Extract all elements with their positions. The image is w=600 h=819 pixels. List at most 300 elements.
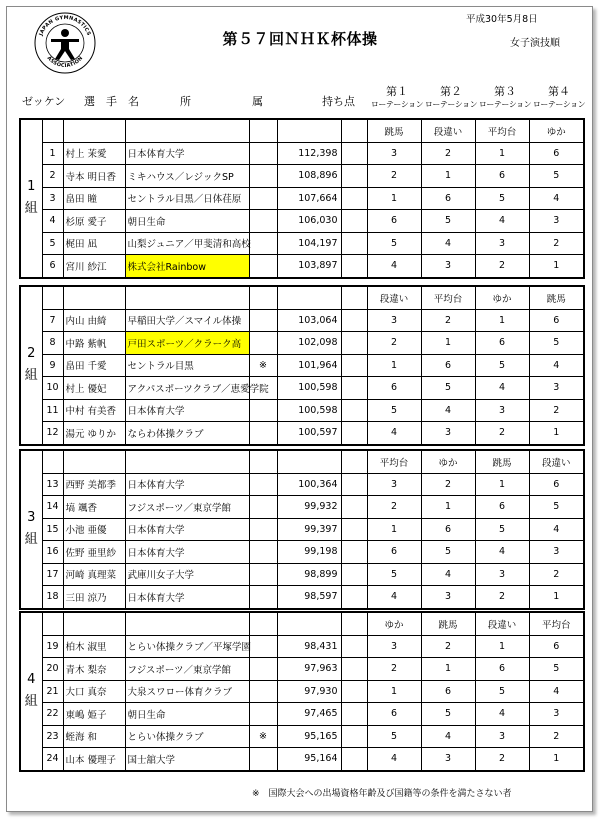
blank-cell — [341, 450, 367, 473]
eligibility-mark: ※ — [249, 354, 277, 377]
bib-number: 17 — [42, 563, 63, 586]
group-suffix: 組 — [24, 201, 38, 217]
carry-score: 98,597 — [277, 586, 341, 609]
col-zekken: ゼッケン — [22, 95, 66, 108]
blank-cell — [341, 255, 367, 278]
apparatus-label: 段違い — [421, 119, 475, 142]
blank-cell — [341, 187, 367, 210]
carry-score: 99,932 — [277, 496, 341, 519]
rotation-order: 2 — [421, 635, 475, 658]
apparatus-label: ゆか — [475, 286, 529, 309]
athlete-affiliation: 大泉スワロー体育クラブ — [125, 680, 249, 703]
group-suffix: 組 — [24, 368, 38, 384]
rotation-2-header: 第２ ローテーション — [424, 85, 478, 109]
col-affiliation-1: 所 — [180, 95, 191, 108]
rotation-order: 2 — [367, 165, 421, 188]
athlete-name: 東嶋 姫子 — [63, 703, 125, 726]
rotation-order: 1 — [421, 165, 475, 188]
rotation-order: 3 — [529, 210, 584, 233]
rotation-order: 6 — [529, 309, 584, 332]
athlete-affiliation: 株式会社Rainbow — [125, 255, 249, 278]
athlete-name: 畠田 瞳 — [63, 187, 125, 210]
apparatus-label: 段違い — [475, 612, 529, 635]
athlete-name: 梶田 凪 — [63, 232, 125, 255]
rotation-order: 4 — [475, 541, 529, 564]
athlete-name: 大口 真奈 — [63, 680, 125, 703]
rotation-order: 6 — [421, 680, 475, 703]
athlete-name: 村上 茉愛 — [63, 142, 125, 165]
blank-cell — [341, 309, 367, 332]
blank-cell — [341, 354, 367, 377]
apparatus-label: 平均台 — [529, 612, 584, 635]
athlete-name: 宮川 紗江 — [63, 255, 125, 278]
eligibility-mark — [249, 309, 277, 332]
carry-score: 100,598 — [277, 377, 341, 400]
athlete-name: 河崎 真理菜 — [63, 563, 125, 586]
rotation-order: 4 — [529, 680, 584, 703]
rotation-order: 4 — [475, 377, 529, 400]
rotation-order: 4 — [421, 563, 475, 586]
rotation-order: 4 — [421, 725, 475, 748]
blank-cell — [341, 748, 367, 771]
blank-cell — [341, 119, 367, 142]
bib-number: 5 — [42, 232, 63, 255]
athlete-row — [20, 187, 584, 210]
rotation-order: 2 — [367, 332, 421, 355]
rotation-order: 6 — [367, 210, 421, 233]
eligibility-mark — [249, 635, 277, 658]
rotation-order: 1 — [367, 518, 421, 541]
blank-cell — [63, 450, 125, 473]
athlete-name: 寺本 明日香 — [63, 165, 125, 188]
group-number: 4 — [27, 672, 36, 688]
blank-cell — [249, 286, 277, 309]
athlete-row — [20, 725, 584, 748]
eligibility-mark — [249, 748, 277, 771]
rotation-order: 6 — [421, 354, 475, 377]
group-number: 3 — [27, 510, 36, 526]
bib-number: 18 — [42, 586, 63, 609]
rotation-order: 3 — [421, 255, 475, 278]
apparatus-label: 段違い — [367, 286, 421, 309]
blank-cell — [341, 518, 367, 541]
eligibility-mark — [249, 518, 277, 541]
athlete-affiliation: 日本体育大学 — [125, 518, 249, 541]
bib-number: 19 — [42, 635, 63, 658]
rotation-order: 1 — [529, 422, 584, 445]
group-label — [20, 286, 42, 445]
apparatus-label: ゆか — [529, 119, 584, 142]
eligibility-mark — [249, 255, 277, 278]
carry-score: 98,431 — [277, 635, 341, 658]
athlete-affiliation: 朝日生命 — [125, 703, 249, 726]
athlete-name: 村上 優妃 — [63, 377, 125, 400]
athlete-row — [20, 309, 584, 332]
carry-score: 98,899 — [277, 563, 341, 586]
bib-number: 16 — [42, 541, 63, 564]
bib-number: 14 — [42, 496, 63, 519]
blank-cell — [42, 612, 63, 635]
carry-score: 100,364 — [277, 473, 341, 496]
rotation-order: 4 — [421, 399, 475, 422]
rotation-order: 5 — [367, 232, 421, 255]
blank-cell — [341, 473, 367, 496]
bib-number: 11 — [42, 399, 63, 422]
blank-cell — [249, 612, 277, 635]
carry-score: 97,963 — [277, 658, 341, 681]
blank-cell — [277, 612, 341, 635]
apparatus-row — [20, 450, 584, 473]
eligibility-mark: ※ — [249, 725, 277, 748]
rotation-order: 5 — [529, 332, 584, 355]
bib-number: 1 — [42, 142, 63, 165]
rotation-order: 5 — [367, 399, 421, 422]
rotation-order: 3 — [367, 309, 421, 332]
athlete-affiliation: 国士舘大学 — [125, 748, 249, 771]
col-name: 選 手 名 — [84, 95, 139, 108]
apparatus-label: 段違い — [529, 450, 584, 473]
blank-cell — [277, 286, 341, 309]
blank-cell — [341, 422, 367, 445]
athlete-row — [20, 703, 584, 726]
athlete-affiliation: とらい体操クラブ／平塚学園 — [125, 635, 249, 658]
athlete-name: 三田 涼乃 — [63, 586, 125, 609]
blank-cell — [341, 377, 367, 400]
rotation-order: 6 — [475, 165, 529, 188]
footnote: ※ 国際大会への出場資格年齢及び国籍等の条件を満たさない者 — [252, 789, 512, 799]
rotation-order: 2 — [529, 725, 584, 748]
eligibility-mark — [249, 232, 277, 255]
eligibility-mark — [249, 187, 277, 210]
rotation-order: 2 — [367, 496, 421, 519]
group-number: 2 — [27, 346, 36, 362]
athlete-name: 中村 有美香 — [63, 399, 125, 422]
eligibility-mark — [249, 399, 277, 422]
apparatus-label: 平均台 — [421, 286, 475, 309]
rotation-order: 3 — [367, 473, 421, 496]
bib-number: 20 — [42, 658, 63, 681]
group-label — [20, 612, 42, 771]
rotation-order: 4 — [367, 586, 421, 609]
col-score: 持ち点 — [322, 95, 355, 108]
rotation-order: 2 — [421, 473, 475, 496]
athlete-row — [20, 473, 584, 496]
athlete-affiliation: 日本体育大学 — [125, 586, 249, 609]
rotation-order: 1 — [529, 586, 584, 609]
rotation-order: 1 — [367, 680, 421, 703]
apparatus-label: 平均台 — [475, 119, 529, 142]
blank-cell — [341, 563, 367, 586]
carry-score: 104,197 — [277, 232, 341, 255]
blank-cell — [341, 496, 367, 519]
athlete-row — [20, 422, 584, 445]
athlete-row — [20, 377, 584, 400]
blank-cell — [341, 612, 367, 635]
rotation-order: 6 — [367, 377, 421, 400]
eligibility-mark — [249, 496, 277, 519]
rotation-order: 2 — [529, 232, 584, 255]
carry-score: 106,030 — [277, 210, 341, 233]
carry-score: 112,398 — [277, 142, 341, 165]
athlete-name: 佐野 亜里紗 — [63, 541, 125, 564]
eligibility-mark — [249, 473, 277, 496]
rotation-order: 6 — [421, 518, 475, 541]
rotation-order: 3 — [475, 725, 529, 748]
athlete-row — [20, 354, 584, 377]
blank-cell — [277, 119, 341, 142]
athlete-affiliation: 武庫川女子大学 — [125, 563, 249, 586]
rotation-order: 5 — [421, 377, 475, 400]
eligibility-mark — [249, 332, 277, 355]
apparatus-row — [20, 612, 584, 635]
athlete-affiliation: セントラル目黒／日体荏原 — [125, 187, 249, 210]
athlete-name: 湯元 ゆりか — [63, 422, 125, 445]
athlete-name: 内山 由綺 — [63, 309, 125, 332]
blank-cell — [341, 399, 367, 422]
rotation-order: 4 — [529, 187, 584, 210]
athlete-affiliation: 山梨ジュニア／甲斐清和高校 — [125, 232, 249, 255]
athlete-name: 山本 優理子 — [63, 748, 125, 771]
blank-cell — [341, 725, 367, 748]
athlete-affiliation: ミキハウス／レジックSP — [125, 165, 249, 188]
bib-number: 2 — [42, 165, 63, 188]
bib-number: 13 — [42, 473, 63, 496]
carry-score: 100,597 — [277, 422, 341, 445]
carry-score: 102,098 — [277, 332, 341, 355]
rotation-order: 4 — [475, 210, 529, 233]
rotation-order: 6 — [475, 496, 529, 519]
athlete-affiliation: 朝日生命 — [125, 210, 249, 233]
apparatus-label: ゆか — [367, 612, 421, 635]
apparatus-row — [20, 286, 584, 309]
rotation-order: 3 — [367, 142, 421, 165]
rotation-order: 5 — [475, 187, 529, 210]
group-table — [19, 285, 585, 446]
rotation-order: 3 — [475, 232, 529, 255]
blank-cell — [277, 450, 341, 473]
rotation-order: 2 — [367, 658, 421, 681]
rotation-order: 6 — [475, 658, 529, 681]
rotation-order: 6 — [367, 541, 421, 564]
blank-cell — [42, 286, 63, 309]
rotation-order: 3 — [421, 422, 475, 445]
group-table — [19, 449, 585, 610]
rotation-order: 4 — [529, 354, 584, 377]
athlete-row — [20, 658, 584, 681]
rotation-order: 2 — [475, 255, 529, 278]
eligibility-mark — [249, 680, 277, 703]
carry-score: 99,397 — [277, 518, 341, 541]
rotation-order: 5 — [529, 658, 584, 681]
blank-cell — [125, 612, 249, 635]
blank-cell — [63, 612, 125, 635]
rotation-1-header: 第１ ローテーション — [370, 85, 424, 109]
rotation-order: 6 — [475, 332, 529, 355]
blank-cell — [249, 119, 277, 142]
athlete-row — [20, 518, 584, 541]
rotation-order: 3 — [529, 377, 584, 400]
page-title: 第５７回ＮＨＫ杯体操 — [222, 30, 378, 48]
blank-cell — [42, 450, 63, 473]
blank-cell — [125, 119, 249, 142]
athlete-affiliation: フジスポーツ／東京学館 — [125, 496, 249, 519]
athlete-row — [20, 586, 584, 609]
carry-score: 95,164 — [277, 748, 341, 771]
apparatus-label: 平均台 — [367, 450, 421, 473]
rotation-order: 5 — [475, 354, 529, 377]
blank-cell — [341, 332, 367, 355]
group-table — [19, 118, 585, 279]
athlete-affiliation: 日本体育大学 — [125, 541, 249, 564]
apparatus-label: 跳馬 — [475, 450, 529, 473]
bib-number: 7 — [42, 309, 63, 332]
bib-number: 15 — [42, 518, 63, 541]
eligibility-mark — [249, 563, 277, 586]
blank-cell — [341, 232, 367, 255]
bib-number: 10 — [42, 377, 63, 400]
svg-text:ASSOCIATION: ASSOCIATION — [45, 55, 85, 70]
rotation-order: 4 — [475, 703, 529, 726]
bib-number: 23 — [42, 725, 63, 748]
athlete-affiliation: とらい体操クラブ — [125, 725, 249, 748]
eligibility-mark — [249, 541, 277, 564]
col-affiliation-2: 属 — [252, 95, 263, 108]
carry-score: 97,465 — [277, 703, 341, 726]
athlete-row — [20, 210, 584, 233]
athlete-row — [20, 399, 584, 422]
bib-number: 8 — [42, 332, 63, 355]
blank-cell — [341, 703, 367, 726]
athlete-row — [20, 563, 584, 586]
rotation-order: 1 — [421, 658, 475, 681]
carry-score: 103,897 — [277, 255, 341, 278]
rotation-order: 2 — [421, 142, 475, 165]
athlete-name: 中路 紫帆 — [63, 332, 125, 355]
blank-cell — [341, 541, 367, 564]
blank-cell — [341, 210, 367, 233]
carry-score: 97,930 — [277, 680, 341, 703]
group-number: 1 — [27, 179, 36, 195]
group-suffix: 組 — [24, 532, 38, 548]
rotation-order: 2 — [529, 563, 584, 586]
bib-number: 6 — [42, 255, 63, 278]
athlete-row — [20, 232, 584, 255]
rotation-order: 5 — [475, 518, 529, 541]
athlete-affiliation: セントラル目黒 — [125, 354, 249, 377]
athlete-name: 青木 梨奈 — [63, 658, 125, 681]
apparatus-row — [20, 119, 584, 142]
athlete-affiliation: ならわ体操クラブ — [125, 422, 249, 445]
athlete-row — [20, 541, 584, 564]
rotation-order: 1 — [421, 496, 475, 519]
athlete-affiliation: 早稲田大学／スマイル体操 — [125, 309, 249, 332]
rotation-order: 3 — [475, 399, 529, 422]
carry-score: 107,664 — [277, 187, 341, 210]
svg-text:JAPAN GYMNASTICS: JAPAN GYMNASTICS — [38, 14, 92, 37]
athlete-row — [20, 680, 584, 703]
rotation-order: 6 — [421, 187, 475, 210]
blank-cell — [341, 680, 367, 703]
blank-cell — [341, 142, 367, 165]
rotation-order: 4 — [529, 518, 584, 541]
bib-number: 12 — [42, 422, 63, 445]
rotation-order: 5 — [367, 563, 421, 586]
rotation-order: 3 — [529, 703, 584, 726]
rotation-order: 3 — [475, 563, 529, 586]
eligibility-mark — [249, 142, 277, 165]
bib-number: 21 — [42, 680, 63, 703]
eligibility-mark — [249, 703, 277, 726]
apparatus-label: 跳馬 — [421, 612, 475, 635]
athlete-row — [20, 255, 584, 278]
rotation-order: 2 — [475, 748, 529, 771]
blank-cell — [341, 586, 367, 609]
group-suffix: 組 — [24, 694, 38, 710]
athlete-affiliation: 日本体育大学 — [125, 473, 249, 496]
rotation-4-header: 第４ ローテーション — [532, 85, 586, 109]
blank-cell — [341, 165, 367, 188]
athlete-row — [20, 496, 584, 519]
eligibility-mark — [249, 586, 277, 609]
rotation-order: 5 — [367, 725, 421, 748]
rotation-order: 5 — [421, 703, 475, 726]
blank-cell — [42, 119, 63, 142]
group-table — [19, 611, 585, 772]
bib-number: 3 — [42, 187, 63, 210]
rotation-order: 3 — [421, 586, 475, 609]
rotation-order: 4 — [367, 255, 421, 278]
athlete-row — [20, 165, 584, 188]
rotation-order: 1 — [367, 354, 421, 377]
carry-score: 101,964 — [277, 354, 341, 377]
eligibility-mark — [249, 165, 277, 188]
carry-score: 108,896 — [277, 165, 341, 188]
bib-number: 24 — [42, 748, 63, 771]
document-subtitle: 女子演技順 — [510, 38, 560, 49]
blank-cell — [125, 286, 249, 309]
athlete-affiliation: 戸田スポーツ／クラーク高 — [125, 332, 249, 355]
rotation-order: 3 — [529, 541, 584, 564]
athlete-affiliation: アクパスポーツクラブ／恵愛学院 — [125, 377, 249, 400]
document-date: 平成30年5月8日 — [466, 14, 538, 25]
blank-cell — [341, 658, 367, 681]
carry-score: 95,165 — [277, 725, 341, 748]
athlete-affiliation: 日本体育大学 — [125, 399, 249, 422]
athlete-row — [20, 142, 584, 165]
rotation-order: 2 — [421, 309, 475, 332]
rotation-order: 1 — [529, 255, 584, 278]
blank-cell — [125, 450, 249, 473]
rotation-order: 5 — [421, 210, 475, 233]
athlete-row — [20, 332, 584, 355]
rotation-order: 6 — [367, 703, 421, 726]
rotation-order: 3 — [421, 748, 475, 771]
eligibility-mark — [249, 210, 277, 233]
eligibility-mark — [249, 658, 277, 681]
bib-number: 22 — [42, 703, 63, 726]
rotation-order: 4 — [367, 748, 421, 771]
rotation-order: 1 — [529, 748, 584, 771]
athlete-row — [20, 635, 584, 658]
athlete-name: 塙 颯香 — [63, 496, 125, 519]
athlete-affiliation: フジスポーツ／東京学館 — [125, 658, 249, 681]
athlete-name: 西野 美都季 — [63, 473, 125, 496]
rotation-order: 1 — [475, 309, 529, 332]
athlete-name: 杉原 愛子 — [63, 210, 125, 233]
blank-cell — [63, 286, 125, 309]
rotation-order: 6 — [529, 473, 584, 496]
rotation-order: 2 — [475, 422, 529, 445]
